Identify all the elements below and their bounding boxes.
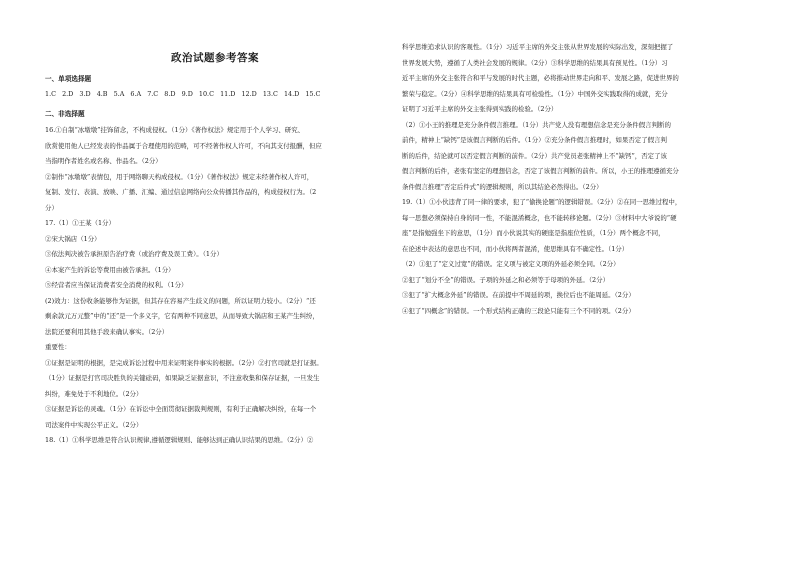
left-answer-text — [45, 123, 395, 449]
answer-line: 科学思维追求认识的客观性。（1分）习近平主席的外交主张从世界发展的实际出发，深刻把握了 — [402, 43, 674, 51]
answer-line: 假言判断的后件，老张有坚定的理想信念，否定了该假言判断的前件。所以，小王的推理遵循充分 — [402, 167, 679, 175]
answer-line: 剩余款元万元整”中的“还”是一个多义字，它有两种不同意思，从而导致大锅店和王某产生纠纷， — [45, 312, 319, 320]
answer-line: 每一思想必须保持自身的同一性，不能混淆概念，也不能转移论题。（2分）③材料中大爷说的“硬 — [402, 213, 677, 222]
answer-line: 16.①自制“冰墩墩”挂饰留念，不构成侵权。（1分）《著作权法》规定用于个人学习、研究、 — [45, 126, 305, 134]
answer-line: ⑤经营者应当保证消费者安全消费的权利。（1分） — [45, 281, 188, 289]
answer-line: 欣赏使用他人已经发表的作品属于合理使用的范畴，可不经著作权人许可，不向其支付报酬，但应 — [45, 141, 322, 150]
answer-line: （2）①小王的推理是充分条件假言推理。（1分）共产党人没有理想信念是充分条件假言判断的 — [402, 120, 671, 129]
answer-line: ②宋大锅店（1分） — [45, 234, 101, 243]
answer-line: ②制作“冰墩墩”表情包，用于网络聊天构成侵权。（1分）《著作权法》规定未经著作权人许可， — [45, 172, 314, 181]
answer-line: 分） — [45, 203, 58, 212]
right-answer-text — [402, 40, 768, 319]
answer-line: 18.（1）①科学思维是符合认识规律,遵循逻辑规则、能够达到正确认识结果的思维。（2分）② — [45, 436, 314, 444]
answer-line: 世界发展大势，遵循了人类社会发展的规律。（2分）③科学思维的结果具有预见性。（1分）习 — [402, 58, 668, 67]
answer-line: （1分）证据是打官司决胜负的关键砝码，如果缺乏证据意识，不注意收集和保存证据，一旦发生 — [45, 374, 320, 382]
section-heading-non-choice: 二、非选择题 — [45, 110, 85, 118]
answer-line: (2)效力：这份收条能够作为证据，但其存在容易产生歧义的问题，所以证明力较小。（2分）“还 — [45, 296, 316, 305]
answer-line: 座”是指勉强坐下的意思，（1分）而小伙说其实的硬座是指座位性质，（1分）两个概念不同， — [402, 229, 665, 237]
answer-line: 法院还要利用其他手段来确认事实。（2分） — [45, 327, 169, 336]
answer-line: ①证据是证明的根据，是完成诉讼过程中用来证明案件事实的根据。（2分）②打官司就是打证据。 — [45, 358, 323, 367]
answer-line: 当指明作者姓名或名称、作品名。（2分） — [45, 157, 162, 165]
answer-line: 在论述中表达的意思也不同，而小伙将两者混淆，使思维具有不确定性。（1分） — [402, 244, 629, 253]
answer-line: 司法案件中实现公平正义。（2分） — [45, 420, 143, 429]
answer-line: 复制、发行、表演、放映、广播、汇编、通过信息网络向公众传播其作品的，构成侵权行为。（2 — [45, 188, 317, 196]
answer-line: ③依法判决被告承担原告治疗费（或治疗费及误工费）。（1分） — [45, 250, 223, 258]
answer-line: 17.（1）①王某（1分） — [45, 219, 115, 227]
answer-line: 断的后件，结论就可以否定假言判断的前件。（2分）共产党员老张精神上不“缺钙”，否定了该 — [402, 151, 667, 160]
answer-line: 19.（1）①小伙违背了同一律的要求，犯了“偷换论题”的逻辑错误。（2分）②在同一思维过程中， — [402, 198, 682, 206]
answer-line: 近平主席的外交主张符合和平与发展的时代主题，必将推动世界走向和平、发展之路，促进世界的 — [402, 74, 679, 82]
section-heading-single-choice: 一、单项选择题 — [45, 75, 92, 83]
answer-line: ③犯了“扩大概念外延”的错误。在前提中不周延的项，换位后也不能周延。（2分） — [402, 291, 635, 299]
answer-line: 繁荣与稳定。（2分）④科学思维的结果具有可检验性。（1分）中国外交实践取得的成就，充分 — [402, 89, 668, 98]
choice-answers-line: 1.C 2.D 3.D 4.B 5.A 6.A 7.C 8.D 9.D 10.C 11.D 12.D 13.C 14.D 15.C — [45, 90, 321, 98]
page-title: 政治试题参考答案 — [171, 52, 259, 64]
answer-line: 证明了习近平主席的外交主张得到实践的检验。（2分） — [402, 105, 558, 113]
answer-line: 纠纷，难免处于不利地位。（2分） — [45, 389, 143, 398]
answer-line: ④本案产生的诉讼等费用由被告承担。（1分） — [45, 265, 175, 274]
answer-line: 重要性： — [45, 343, 71, 351]
answer-line: 前件，精神上“缺钙”是该假言判断的后件。（1分）②充分条件假言推理时，如果否定了假言判 — [402, 136, 667, 144]
answer-line: ④犯了“四概念”的错误。一个形式结构正确的三段论只能有三个不同的项。（2分） — [402, 306, 635, 315]
answer-line: 条件假言推理“否定后件式”的逻辑规则，所以其结论必然得出。（2分） — [402, 182, 603, 191]
answer-line: ③证据是诉讼的灵魂。（1分）在诉讼中全面贯彻证据裁判规则，有利于正确解决纠纷，在每一个 — [45, 405, 317, 413]
answer-line: ②犯了“划分不全”的错误。子项的外延之和必须等于母项的外延。（2分） — [402, 275, 610, 284]
answer-line: （2）①犯了“定义过宽”的错误。定义项与被定义项的外延必须全同。（2分） — [402, 260, 620, 268]
